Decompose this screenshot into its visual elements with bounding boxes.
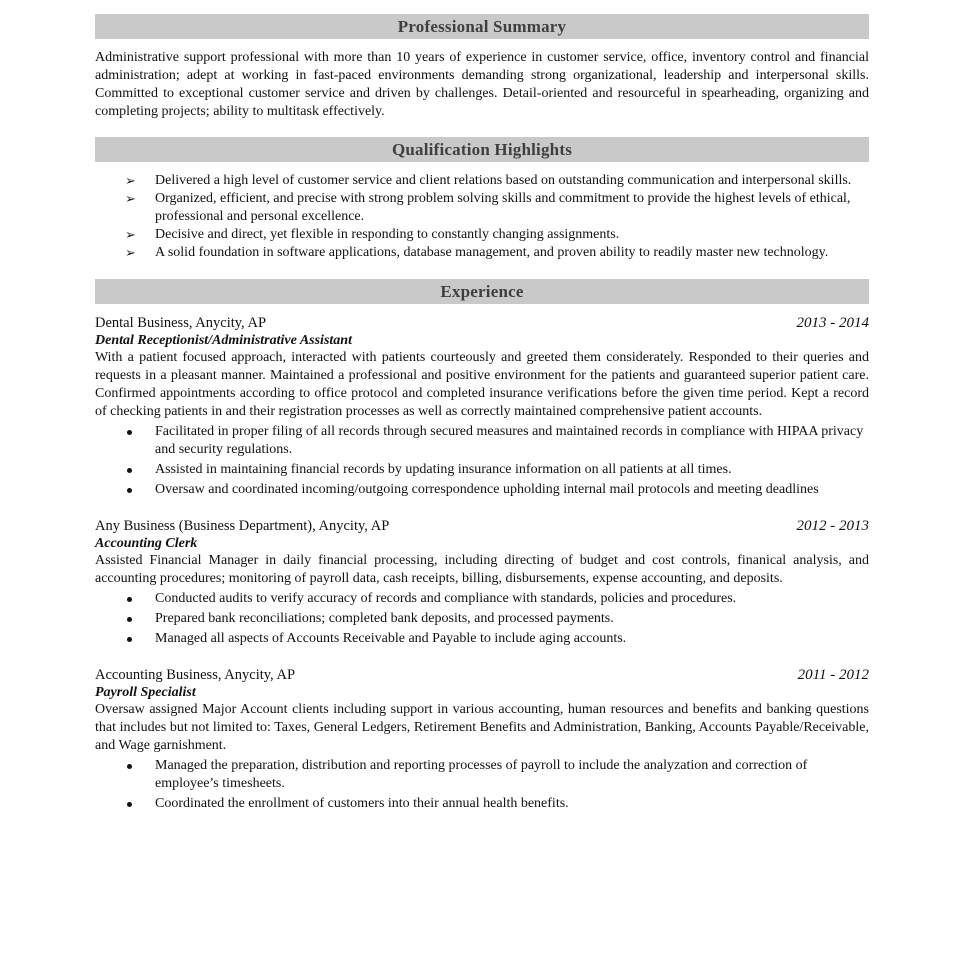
professional-summary-section	[95, 14, 869, 121]
job-title: Payroll Specialist	[95, 685, 196, 700]
qualification-highlights-section	[95, 137, 869, 262]
job-bullet: Coordinated the enrollment of customers into their annual health benefits.	[95, 795, 869, 813]
arrow-bullet-icon: ➢	[125, 227, 136, 242]
bullet-dot-icon	[127, 637, 132, 642]
bullet-dot-icon	[127, 488, 132, 493]
summary-text: Administrative support professional with more than 10 years of experience in customer service, office, inventory control and financial administration; adept at working in fast-paced environments demanding strong organizational, leadership and interpersonal skills. Committed to exceptional customer service and driven by challenges. Detail-oriented and resourceful in spearheading, organizing and completing projects; ability to multitask effectively.	[95, 50, 869, 119]
job-header	[95, 314, 869, 332]
qualification-item: ➢ A solid foundation in software applications, database management, and proven ability to readily master new technology.	[125, 245, 829, 260]
job-description: Assisted Financial Manager in daily financial processing, including directing of budget and cost controls, finanical analysis, and accounting procedures; monitoring of payroll data, cash receipts, billing, disbursements, expense accounting, and deposits.	[95, 553, 869, 586]
job-title: Dental Receptionist/Administrative Assistant	[95, 333, 352, 348]
job-company: Dental Business, Anycity, AP	[95, 315, 267, 331]
bullet-dot-icon	[127, 468, 132, 473]
job-bullet-list	[95, 423, 869, 499]
bullet-dot-icon	[127, 802, 132, 807]
job-bullet-list	[95, 590, 869, 648]
job-years: 2013 - 2014	[796, 315, 869, 331]
job-entry	[95, 517, 869, 648]
resume-page	[95, 14, 869, 815]
qualification-item: ➢ Decisive and direct, yet flexible in responding to constantly changing assignments.	[125, 227, 620, 242]
job-years: 2011 - 2012	[797, 667, 869, 683]
job-bullet: Conducted audits to verify accuracy of records and compliance with standards, policies and procedures.	[95, 590, 869, 608]
job-company: Any Business (Business Department), Anycity, AP	[95, 518, 390, 534]
job-bullet: Facilitated in proper filing of all records through secured measures and maintained records in compliance with HIPAA privacy and security regulations.	[95, 423, 869, 459]
experience-heading: Experience	[95, 279, 869, 304]
experience-section	[95, 279, 869, 813]
job-description: With a patient focused approach, interacted with patients courteously and greeted them considerately. Responded to their queries and requests in a pleasant manner. Maintained a professional and positive environment for the patients and guaranteed superior patient care. Confirmed appointments according to office protocol and completed insurance verifications before the given time period. Kept a record of checking patients in and their registration processes as well as correctly maintained comprehensive patient accounts.	[95, 350, 869, 419]
job-company: Accounting Business, Anycity, AP	[95, 667, 296, 683]
bullet-dot-icon	[127, 764, 132, 769]
job-bullet: Prepared bank reconciliations; completed bank deposits, and processed payments.	[95, 610, 869, 628]
bullet-dot-icon	[127, 597, 132, 602]
job-bullet-list	[95, 757, 869, 813]
job-bullet: Oversaw and coordinated incoming/outgoing correspondence upholding internal mail protocols and meeting deadlines	[95, 481, 869, 499]
arrow-bullet-icon: ➢	[125, 191, 136, 206]
qualification-item: ➢ Organized, efficient, and precise with strong problem solving skills and commitment to provide the highest levels of ethical, professional and personal excellence.	[125, 191, 851, 224]
bullet-dot-icon	[127, 617, 132, 622]
job-title: Accounting Clerk	[95, 536, 198, 551]
job-entry	[95, 666, 869, 813]
job-header	[95, 666, 869, 684]
qualification-highlights-heading: Qualification Highlights	[95, 137, 869, 162]
job-bullet: Assisted in maintaining financial records by updating insurance information on all patients at all times.	[95, 461, 869, 479]
qualification-list	[95, 172, 869, 262]
job-entry	[95, 314, 869, 499]
arrow-bullet-icon: ➢	[125, 173, 136, 188]
job-description: Oversaw assigned Major Account clients including support in various accounting, human resources and benefits and banking questions that includes but not limited to: Taxes, General Ledgers, Retirement Benefits and Administration, Banking, Accounts Payable/Receivable, and Wage garnishment.	[95, 702, 869, 753]
job-bullet: Managed the preparation, distribution and reporting processes of payroll to include the analyzation and correction of employee’s timesheets.	[95, 757, 869, 793]
qualification-item: ➢ Delivered a high level of customer service and client relations based on outstanding communication and interpersonal skills.	[125, 173, 852, 188]
arrow-bullet-icon: ➢	[125, 245, 136, 260]
job-years: 2012 - 2013	[796, 518, 869, 534]
job-header	[95, 517, 869, 535]
professional-summary-heading: Professional Summary	[95, 14, 869, 39]
job-bullet: Managed all aspects of Accounts Receivable and Payable to include aging accounts.	[95, 630, 869, 648]
bullet-dot-icon	[127, 430, 132, 435]
